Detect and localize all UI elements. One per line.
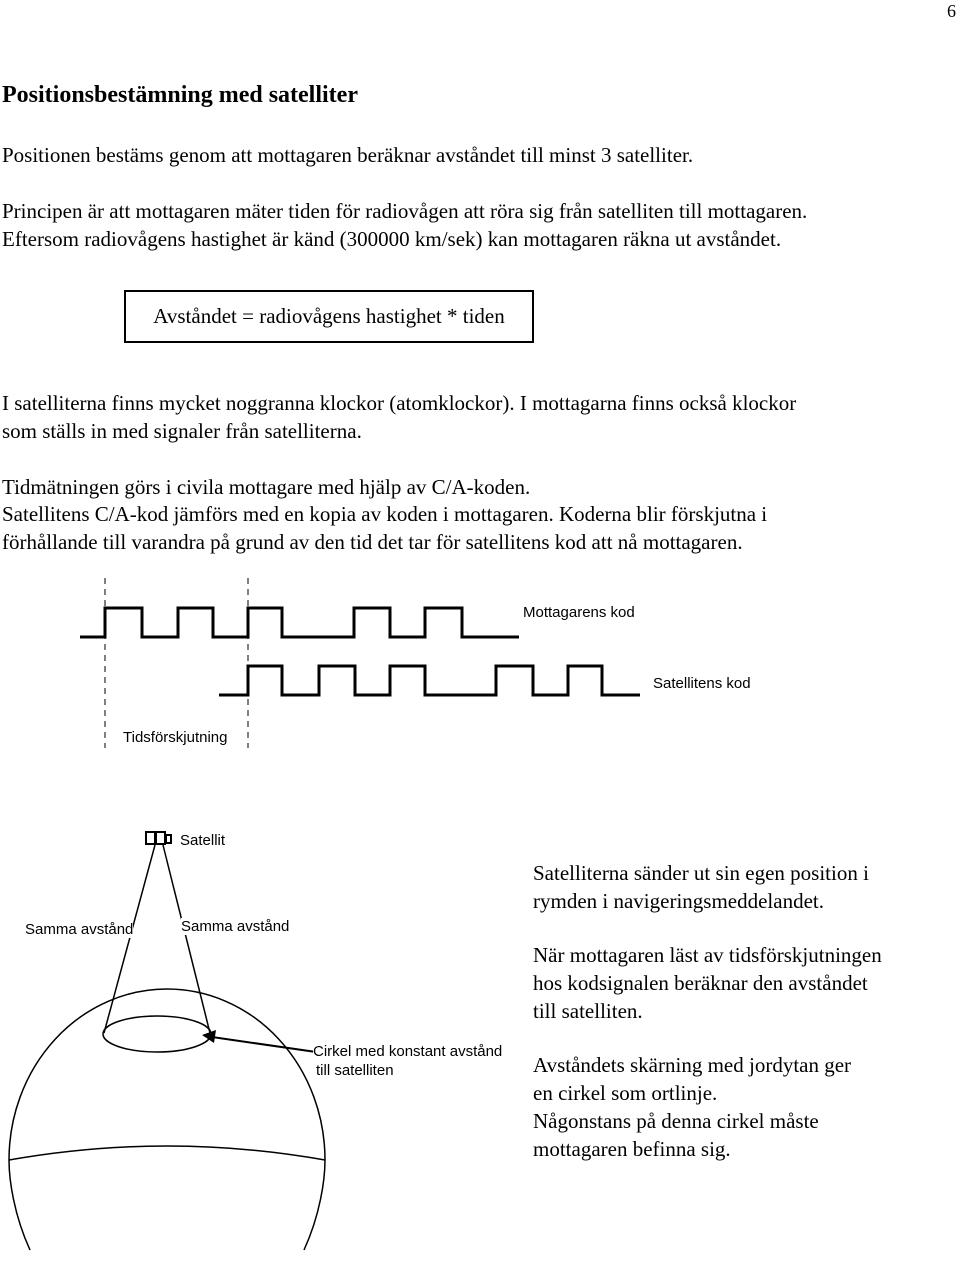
circle-label-line2: till satelliten (316, 1062, 394, 1079)
satellite-label: Satellit (180, 832, 226, 849)
satellite-code-wave (219, 666, 640, 695)
circle-label-line1: Cirkel med konstant avstånd (313, 1043, 503, 1060)
constant-distance-circle (103, 1016, 211, 1052)
earth-equator (9, 1146, 325, 1160)
satellite-panel-middle (156, 832, 165, 844)
side-text-line6: Avståndets skärning med jordytan ger (533, 1053, 852, 1077)
paragraph-principle-line1: Principen är att mottagaren mäter tiden för radiovågen att röra sig från satelliten till mottagaren. (2, 199, 808, 223)
cone-right-line (163, 845, 210, 1033)
earth-outline-left (9, 1160, 30, 1250)
cone-left-line (104, 845, 155, 1033)
receiver-code-wave (80, 608, 519, 637)
paragraph-timing-line3: förhållande till varandra på grund av den tid det tar för satellitens kod att nå mottagaren. (2, 530, 743, 554)
satellite-code-label: Satellitens kod (653, 675, 751, 692)
paragraph-principle-line2: Eftersom radiovågens hastighet är känd (300000 km/sek) kan mottagaren räkna ut avståndet. (2, 227, 782, 251)
receiver-code-label: Mottagarens kod (523, 604, 635, 621)
side-text-line9: mottagaren befinna sig. (533, 1137, 731, 1161)
time-offset-label: Tidsförskjutning (123, 729, 228, 746)
earth-outline-upper (9, 989, 325, 1160)
satellite-panel-right (166, 835, 171, 843)
paragraph-clocks-line2: som ställs in med signaler från satelliterna. (2, 419, 362, 443)
side-text-line5: till satelliten. (533, 999, 643, 1023)
side-text-line2: rymden i navigeringsmeddelandet. (533, 889, 824, 913)
same-distance-left-label: Samma avstånd (25, 921, 134, 938)
same-distance-right-label: Samma avstånd (181, 918, 290, 935)
side-text-line8: Någonstans på denna cirkel måste (533, 1109, 819, 1133)
paragraph-timing-line1: Tidmätningen görs i civila mottagare med hjälp av C/A-koden. (2, 475, 531, 499)
circle-arrow-line (212, 1037, 316, 1052)
earth-outline-right (304, 1160, 325, 1250)
paragraph-clocks-line1: I satelliterna finns mycket noggranna klockor (atomklockor). I mottagarna finns också klockor (2, 391, 797, 415)
formula-text: Avståndet = radiovågens hastighet * tiden (153, 304, 505, 328)
side-text-line3: När mottagaren läst av tidsförskjutningen (533, 943, 882, 967)
satellite-panel-left (146, 832, 155, 844)
page-number: 6 (947, 1, 956, 21)
side-text-line4: hos kodsignalen beräknar den avståndet (533, 971, 868, 995)
paragraph-position: Positionen bestäms genom att mottagaren beräknar avståndet till minst 3 satelliter. (2, 143, 694, 167)
paragraph-timing-line2: Satellitens C/A-kod jämförs med en kopia av koden i mottagaren. Koderna blir förskjutna i (2, 502, 768, 526)
side-text-line7: en cirkel som ortlinje. (533, 1081, 718, 1105)
side-text-line1: Satelliterna sänder ut sin egen position i (533, 861, 869, 885)
page-title: Positionsbestämning med satelliter (2, 82, 358, 108)
